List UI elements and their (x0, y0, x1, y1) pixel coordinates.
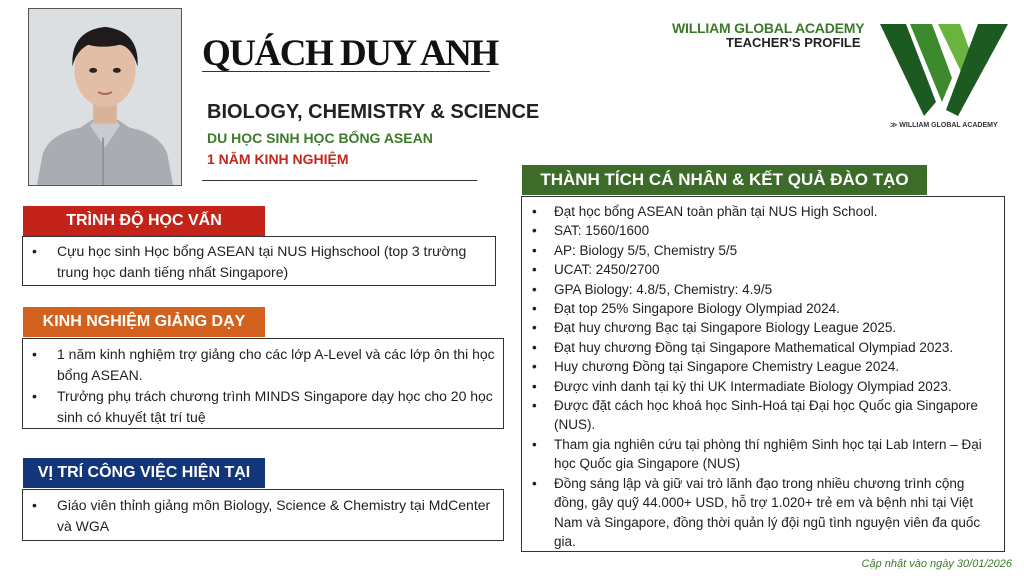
list-item: • Giáo viên thỉnh giảng môn Biology, Science & Chemistry tại MdCenter và WGA (23, 495, 503, 537)
scholarship-line: DU HỌC SINH HỌC BỔNG ASEAN (207, 130, 433, 146)
list-item: • Đồng sáng lập và giữ vai trò lãnh đạo trong nhiều chương trình cộng đồng, gây quỹ 44.000+ USD, hỗ trợ 1.020+ trẻ em và bệnh nhi tại Việt Nam và Singapore, đồng thời quản lý đội ngũ tình nguyện viên đa quốc gia. (522, 474, 998, 552)
position-heading: VỊ TRÍ CÔNG VIỆC HIỆN TẠI (23, 458, 265, 488)
brand-subtitle: TEACHER'S PROFILE (726, 35, 861, 50)
last-updated: Cập nhật vào ngày 30/01/2026 (861, 558, 1012, 570)
list-item: • Đạt huy chương Đồng tại Singapore Mathematical Olympiad 2023. (522, 338, 998, 357)
teaching-box (22, 338, 504, 429)
achievements-heading: THÀNH TÍCH CÁ NHÂN & KẾT QUẢ ĐÀO TẠO (522, 165, 927, 195)
list-item: • Được vinh danh tại kỳ thi UK Intermadiate Biology Olympiad 2023. (522, 377, 998, 396)
list-item: • UCAT: 2450/2700 (522, 260, 998, 279)
list-item: • Huy chương Đồng tại Singapore Chemistry League 2024. (522, 357, 998, 376)
position-box (22, 489, 504, 541)
list-item: • Đạt huy chương Bạc tại Singapore Biology League 2025. (522, 318, 998, 337)
list-item: • Cựu học sinh Học bổng ASEAN tại NUS Highschool (top 3 trường trung học danh tiếng nhất Singapore) (23, 241, 495, 283)
teacher-photo (28, 8, 182, 186)
list-item: • Được đặt cách học khoá học Sinh-Hoá tại Đại học Quốc gia Singapore (NUS). (522, 396, 998, 435)
wga-logo (880, 22, 1008, 118)
brand-title: WILLIAM GLOBAL ACADEMY (672, 20, 865, 36)
list-item: • AP: Biology 5/5, Chemistry 5/5 (522, 241, 998, 260)
header-divider (202, 180, 477, 181)
teaching-subjects: BIOLOGY, CHEMISTRY & SCIENCE (207, 101, 540, 123)
list-item: • Đạt top 25% Singapore Biology Olympiad 2024. (522, 299, 998, 318)
list-item: • SAT: 1560/1600 (522, 221, 998, 240)
name-divider (202, 71, 490, 72)
list-item: • Trưởng phụ trách chương trình MINDS Singapore dạy học cho 20 học sinh có khuyết tật trí tuệ (23, 386, 503, 428)
logo-tagline: ≫ WILLIAM GLOBAL ACADEMY (890, 122, 998, 129)
teacher-name: QUÁCH DUY ANH (202, 33, 498, 74)
list-item: • Đạt học bổng ASEAN toàn phần tại NUS High School. (522, 202, 998, 221)
list-item: • Tham gia nghiên cứu tại phòng thí nghiệm Sinh học tại Lab Intern – Đại học Quốc gia Singapore (NUS) (522, 435, 998, 474)
education-heading: TRÌNH ĐỘ HỌC VẤN (23, 206, 265, 236)
achievements-box (521, 196, 1005, 552)
education-box (22, 236, 496, 286)
list-item: • GPA Biology: 4.8/5, Chemistry: 4.9/5 (522, 280, 998, 299)
list-item: • 1 năm kinh nghiệm trợ giảng cho các lớp A-Level và các lớp ôn thi học bổng ASEAN. (23, 344, 503, 386)
experience-years: 1 NĂM KINH NGHIỆM (207, 151, 349, 167)
teaching-heading: KINH NGHIỆM GIẢNG DẠY (23, 307, 265, 337)
